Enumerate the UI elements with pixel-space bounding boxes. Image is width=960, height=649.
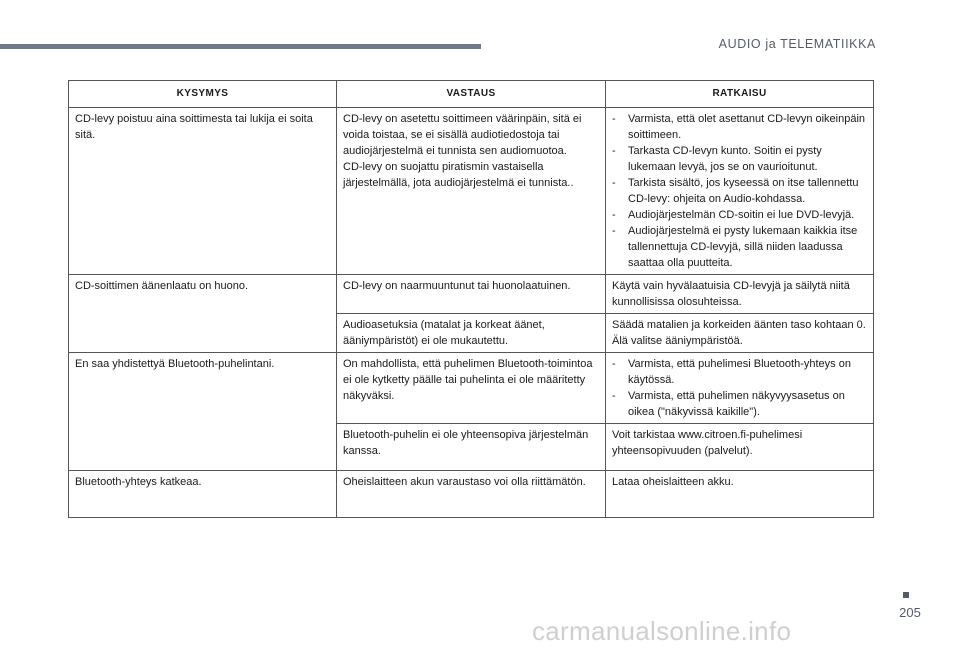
cause-cell: Oheislaitteen akun varaustaso voi olla riittämätön.: [337, 471, 606, 518]
solution-list: [612, 356, 868, 420]
cause-cell: CD-levy on asetettu soittimeen väärinpäin, sitä ei voida toistaa, se ei sisällä audiotiedostoja tai audiojärjestelmä ei tunnista sen audiomuotoa. CD-levy on suojattu piratismin vastaisella järjestelmällä, jota audiojärjestelmä ei tunnista..: [337, 108, 606, 275]
table-row: [69, 353, 874, 424]
section-title: AUDIO ja TELEMATIIKKA: [718, 37, 876, 51]
column-header-question: KYSYMYS: [69, 81, 337, 108]
list-item: - Audiojärjestelmä ei pysty lukemaan kaikkia itse tallennettuja CD-levyjä, sillä niiden laadussa saattaa olla puutteita.: [612, 225, 858, 269]
list-item: - Tarkista sisältö, jos kyseessä on itse tallennettu CD-levy: ohjeita on Audio-kohdassa.: [612, 177, 859, 205]
question-cell: CD-levy poistuu aina soittimesta tai lukija ei soita sitä.: [69, 108, 337, 275]
solution-list: [612, 111, 868, 271]
solution-cell: [606, 108, 874, 275]
table-header-row: [69, 81, 874, 108]
list-item: - Varmista, että puhelimesi Bluetooth-yhteys on käytössä.: [612, 358, 851, 386]
header-accent-bar: [0, 44, 481, 49]
cause-cell: Audioasetuksia (matalat ja korkeat äänet, ääniympäristöt) ei ole mukautettu.: [337, 314, 606, 353]
question-cell: En saa yhdistettyä Bluetooth-puhelintani.: [69, 353, 337, 471]
column-header-answer: VASTAUS: [337, 81, 606, 108]
solution-cell: [606, 353, 874, 424]
cause-cell: On mahdollista, että puhelimen Bluetooth-toimintoa ei ole kytketty päälle tai puhelinta ei ole määritetty näkyväksi.: [337, 353, 606, 424]
table-row: [69, 108, 874, 275]
table-row: [69, 275, 874, 314]
solution-cell: Käytä vain hyvälaatuisia CD-levyjä ja säilytä niitä kunnollisissa olosuhteissa.: [606, 275, 874, 314]
solution-cell: Voit tarkistaa www.citroen.fi-puhelimesi yhteensopivuuden (palvelut).: [606, 424, 874, 471]
solution-cell: Säädä matalien ja korkeiden äänten taso kohtaan 0. Älä valitse ääniympäristöä.: [606, 314, 874, 353]
list-item: - Varmista, että puhelimen näkyvyysasetus on oikea ("näkyvissä kaikille").: [612, 390, 845, 418]
solution-cell: Lataa oheislaitteen akku.: [606, 471, 874, 518]
column-header-solution: RATKAISU: [606, 81, 874, 108]
list-item: - Tarkasta CD-levyn kunto. Soitin ei pysty lukemaan levyä, jos se on vaurioitunut.: [612, 145, 822, 173]
list-item: - Varmista, että olet asettanut CD-levyn oikeinpäin soittimeen.: [612, 113, 866, 141]
page-marker-square: [903, 592, 909, 598]
cause-cell: CD-levy on naarmuuntunut tai huonolaatuinen.: [337, 275, 606, 314]
question-cell: CD-soittimen äänenlaatu on huono.: [69, 275, 337, 353]
watermark-text: carmanualsonline.info: [532, 616, 792, 646]
cause-cell: Bluetooth-puhelin ei ole yhteensopiva järjestelmän kanssa.: [337, 424, 606, 471]
table-row: [69, 471, 874, 518]
list-item: - Audiojärjestelmän CD-soitin ei lue DVD-levyjä.: [612, 209, 855, 221]
question-cell: Bluetooth-yhteys katkeaa.: [69, 471, 337, 518]
page-number: 205: [899, 605, 921, 620]
troubleshooting-table: [68, 80, 874, 518]
